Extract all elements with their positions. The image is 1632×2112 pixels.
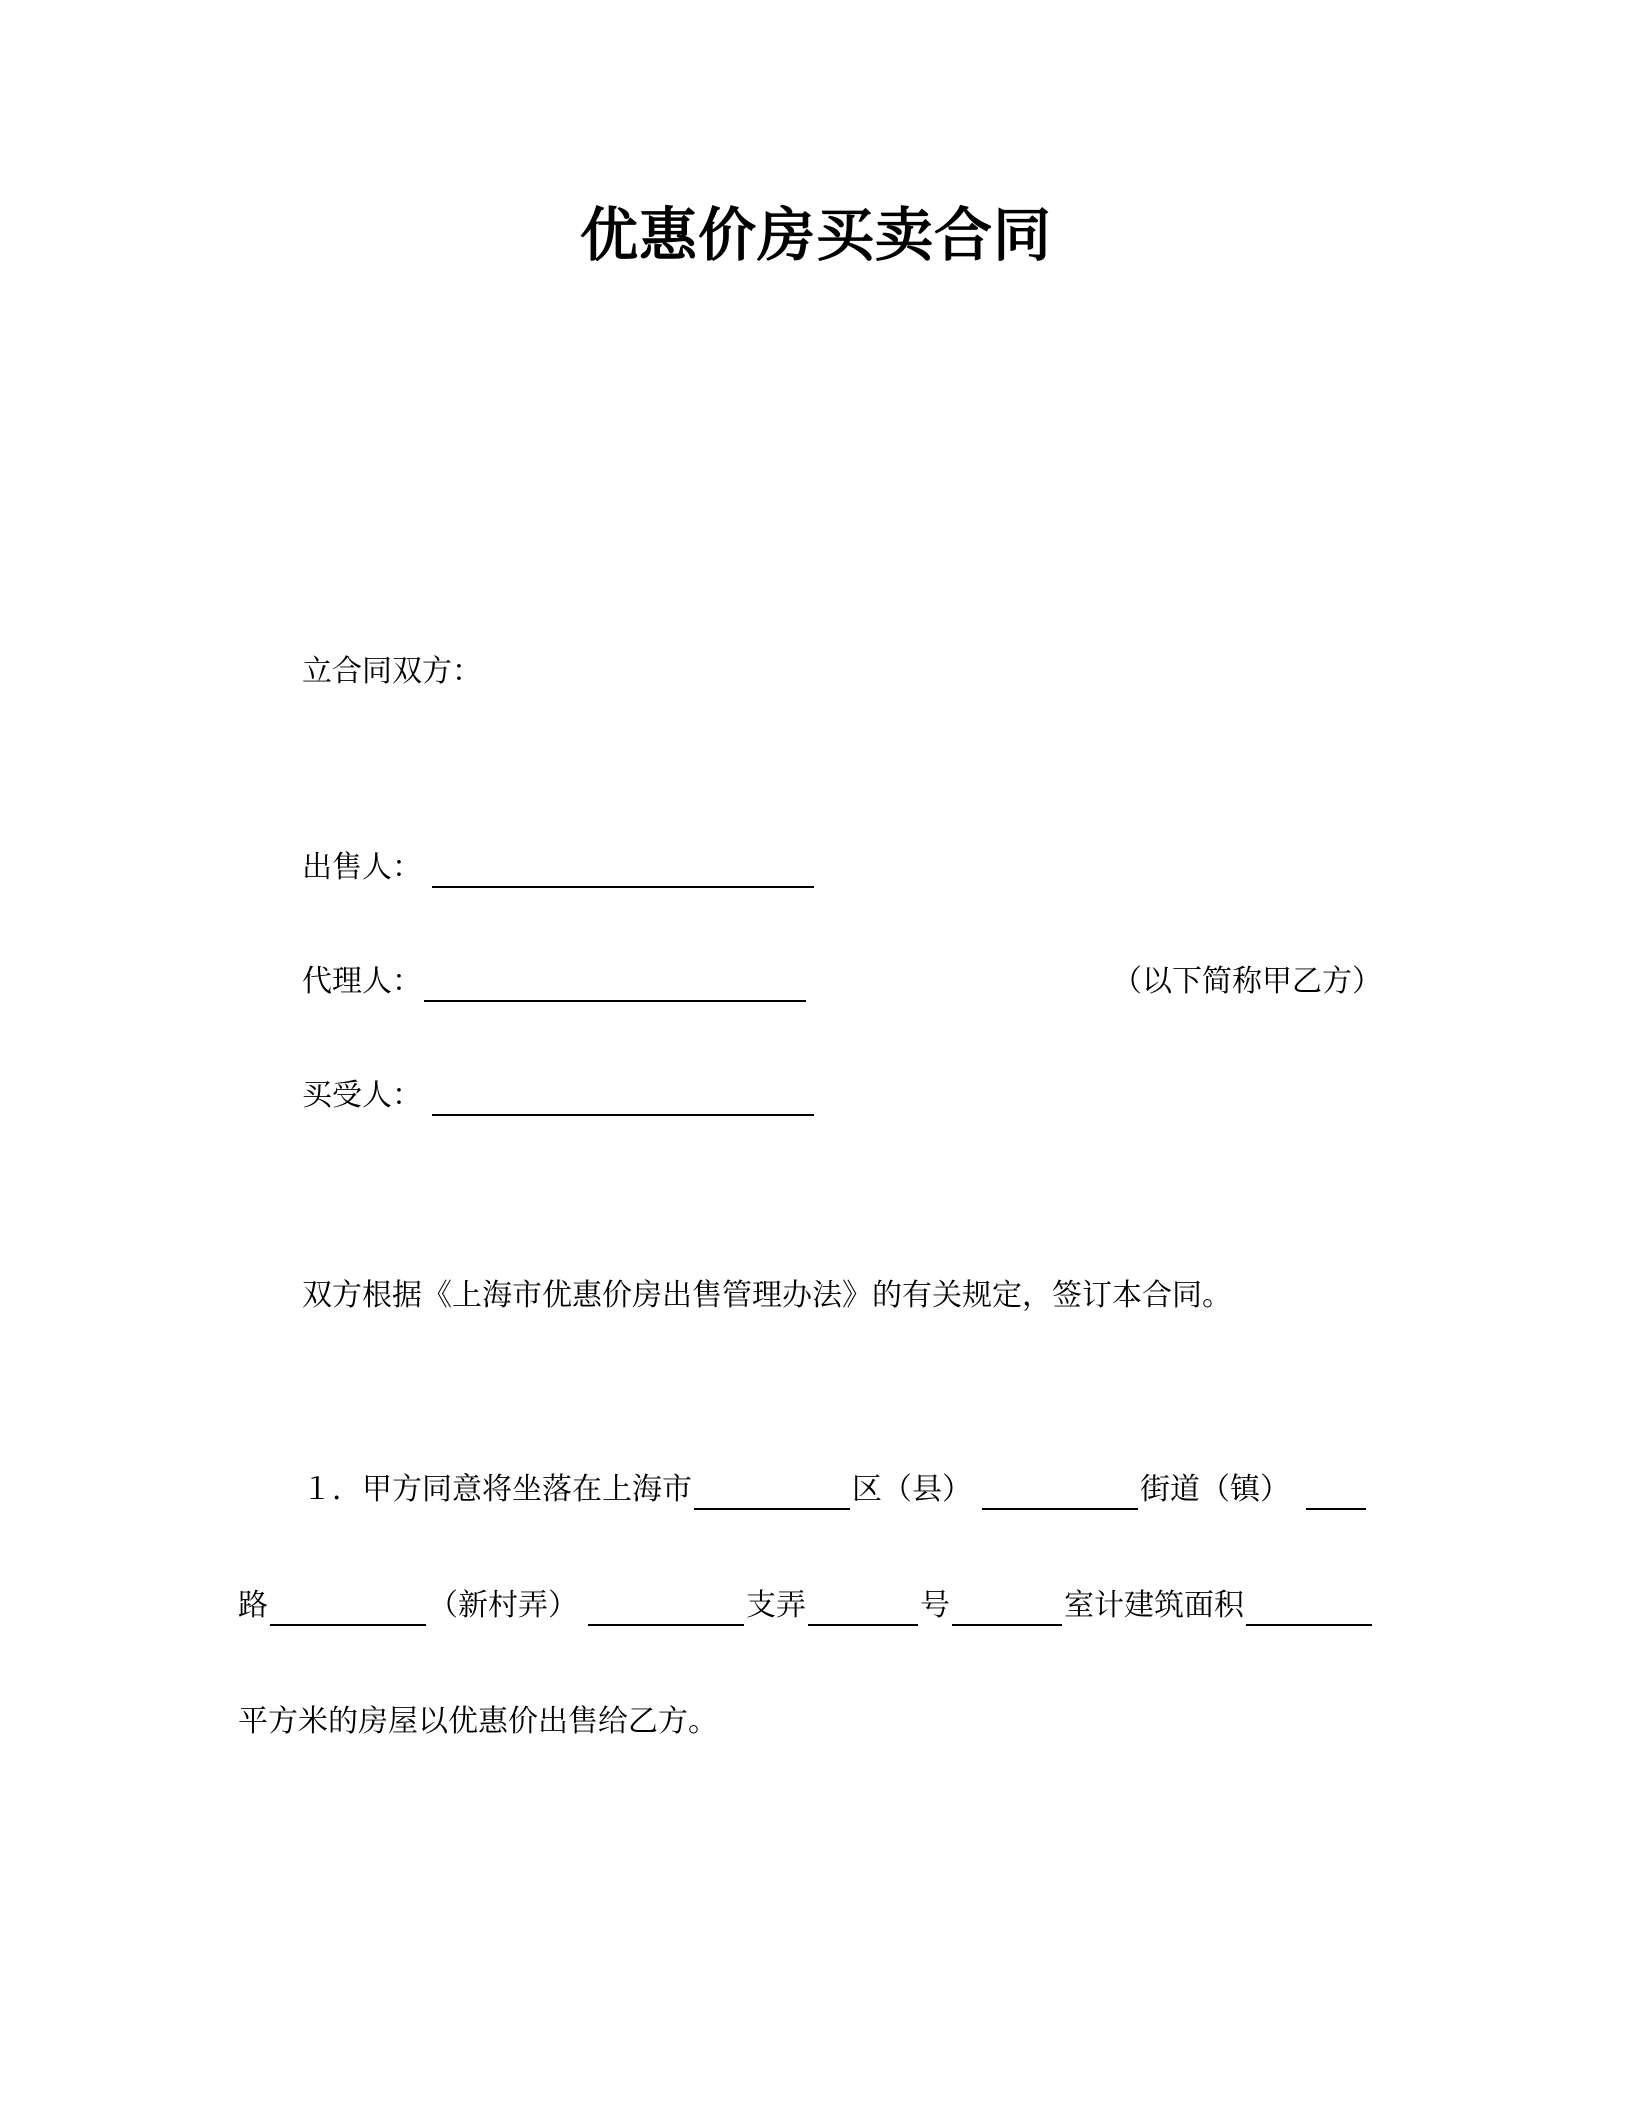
- number-blank[interactable]: [952, 1594, 1062, 1626]
- agent-line: [302, 962, 808, 1002]
- clause1-line1: [302, 1470, 1368, 1510]
- agent-label: 代理人：: [302, 964, 422, 999]
- clause1-line3: 平方米的房屋以优惠价出售给乙方。: [238, 1704, 718, 1739]
- buyer-line: [302, 1076, 816, 1116]
- clause1-part3: 街道（镇）: [1140, 1472, 1290, 1507]
- street-blank[interactable]: [982, 1478, 1138, 1510]
- clause1-part7: 号: [920, 1588, 950, 1623]
- buyer-label: 买受人：: [302, 1078, 422, 1113]
- sub-lane-blank[interactable]: [808, 1594, 918, 1626]
- agent-blank[interactable]: [424, 970, 806, 1002]
- basis-text: 双方根据《上海市优惠价房出售管理办法》的有关规定，签订本合同。: [302, 1278, 1232, 1313]
- district-blank[interactable]: [694, 1478, 850, 1510]
- buyer-blank[interactable]: [432, 1084, 814, 1116]
- clause1-part1: 甲方同意将坐落在上海市: [362, 1472, 692, 1507]
- clause1-part8: 室计建筑面积: [1064, 1588, 1244, 1623]
- road-name-blank[interactable]: [270, 1594, 426, 1626]
- clause1-part4: 路: [238, 1588, 268, 1623]
- clause1-part6: 支弄: [746, 1588, 806, 1623]
- clause1-part2: 区（县）: [852, 1472, 972, 1507]
- seller-line: [302, 848, 816, 888]
- parties-heading: 立合同双方：: [302, 654, 482, 689]
- road-blank[interactable]: [1306, 1478, 1366, 1510]
- agent-note: （以下简称甲乙方）: [1112, 964, 1382, 999]
- document-title: 优惠价房买卖合同: [579, 201, 1052, 269]
- seller-blank[interactable]: [432, 856, 814, 888]
- clause1-line2: [238, 1586, 1374, 1626]
- seller-label: 出售人：: [302, 850, 422, 885]
- clause1-part5: （新村弄）: [428, 1588, 578, 1623]
- area-blank[interactable]: [1246, 1594, 1372, 1626]
- clause1-number: １．: [302, 1472, 362, 1507]
- lane-blank[interactable]: [588, 1594, 744, 1626]
